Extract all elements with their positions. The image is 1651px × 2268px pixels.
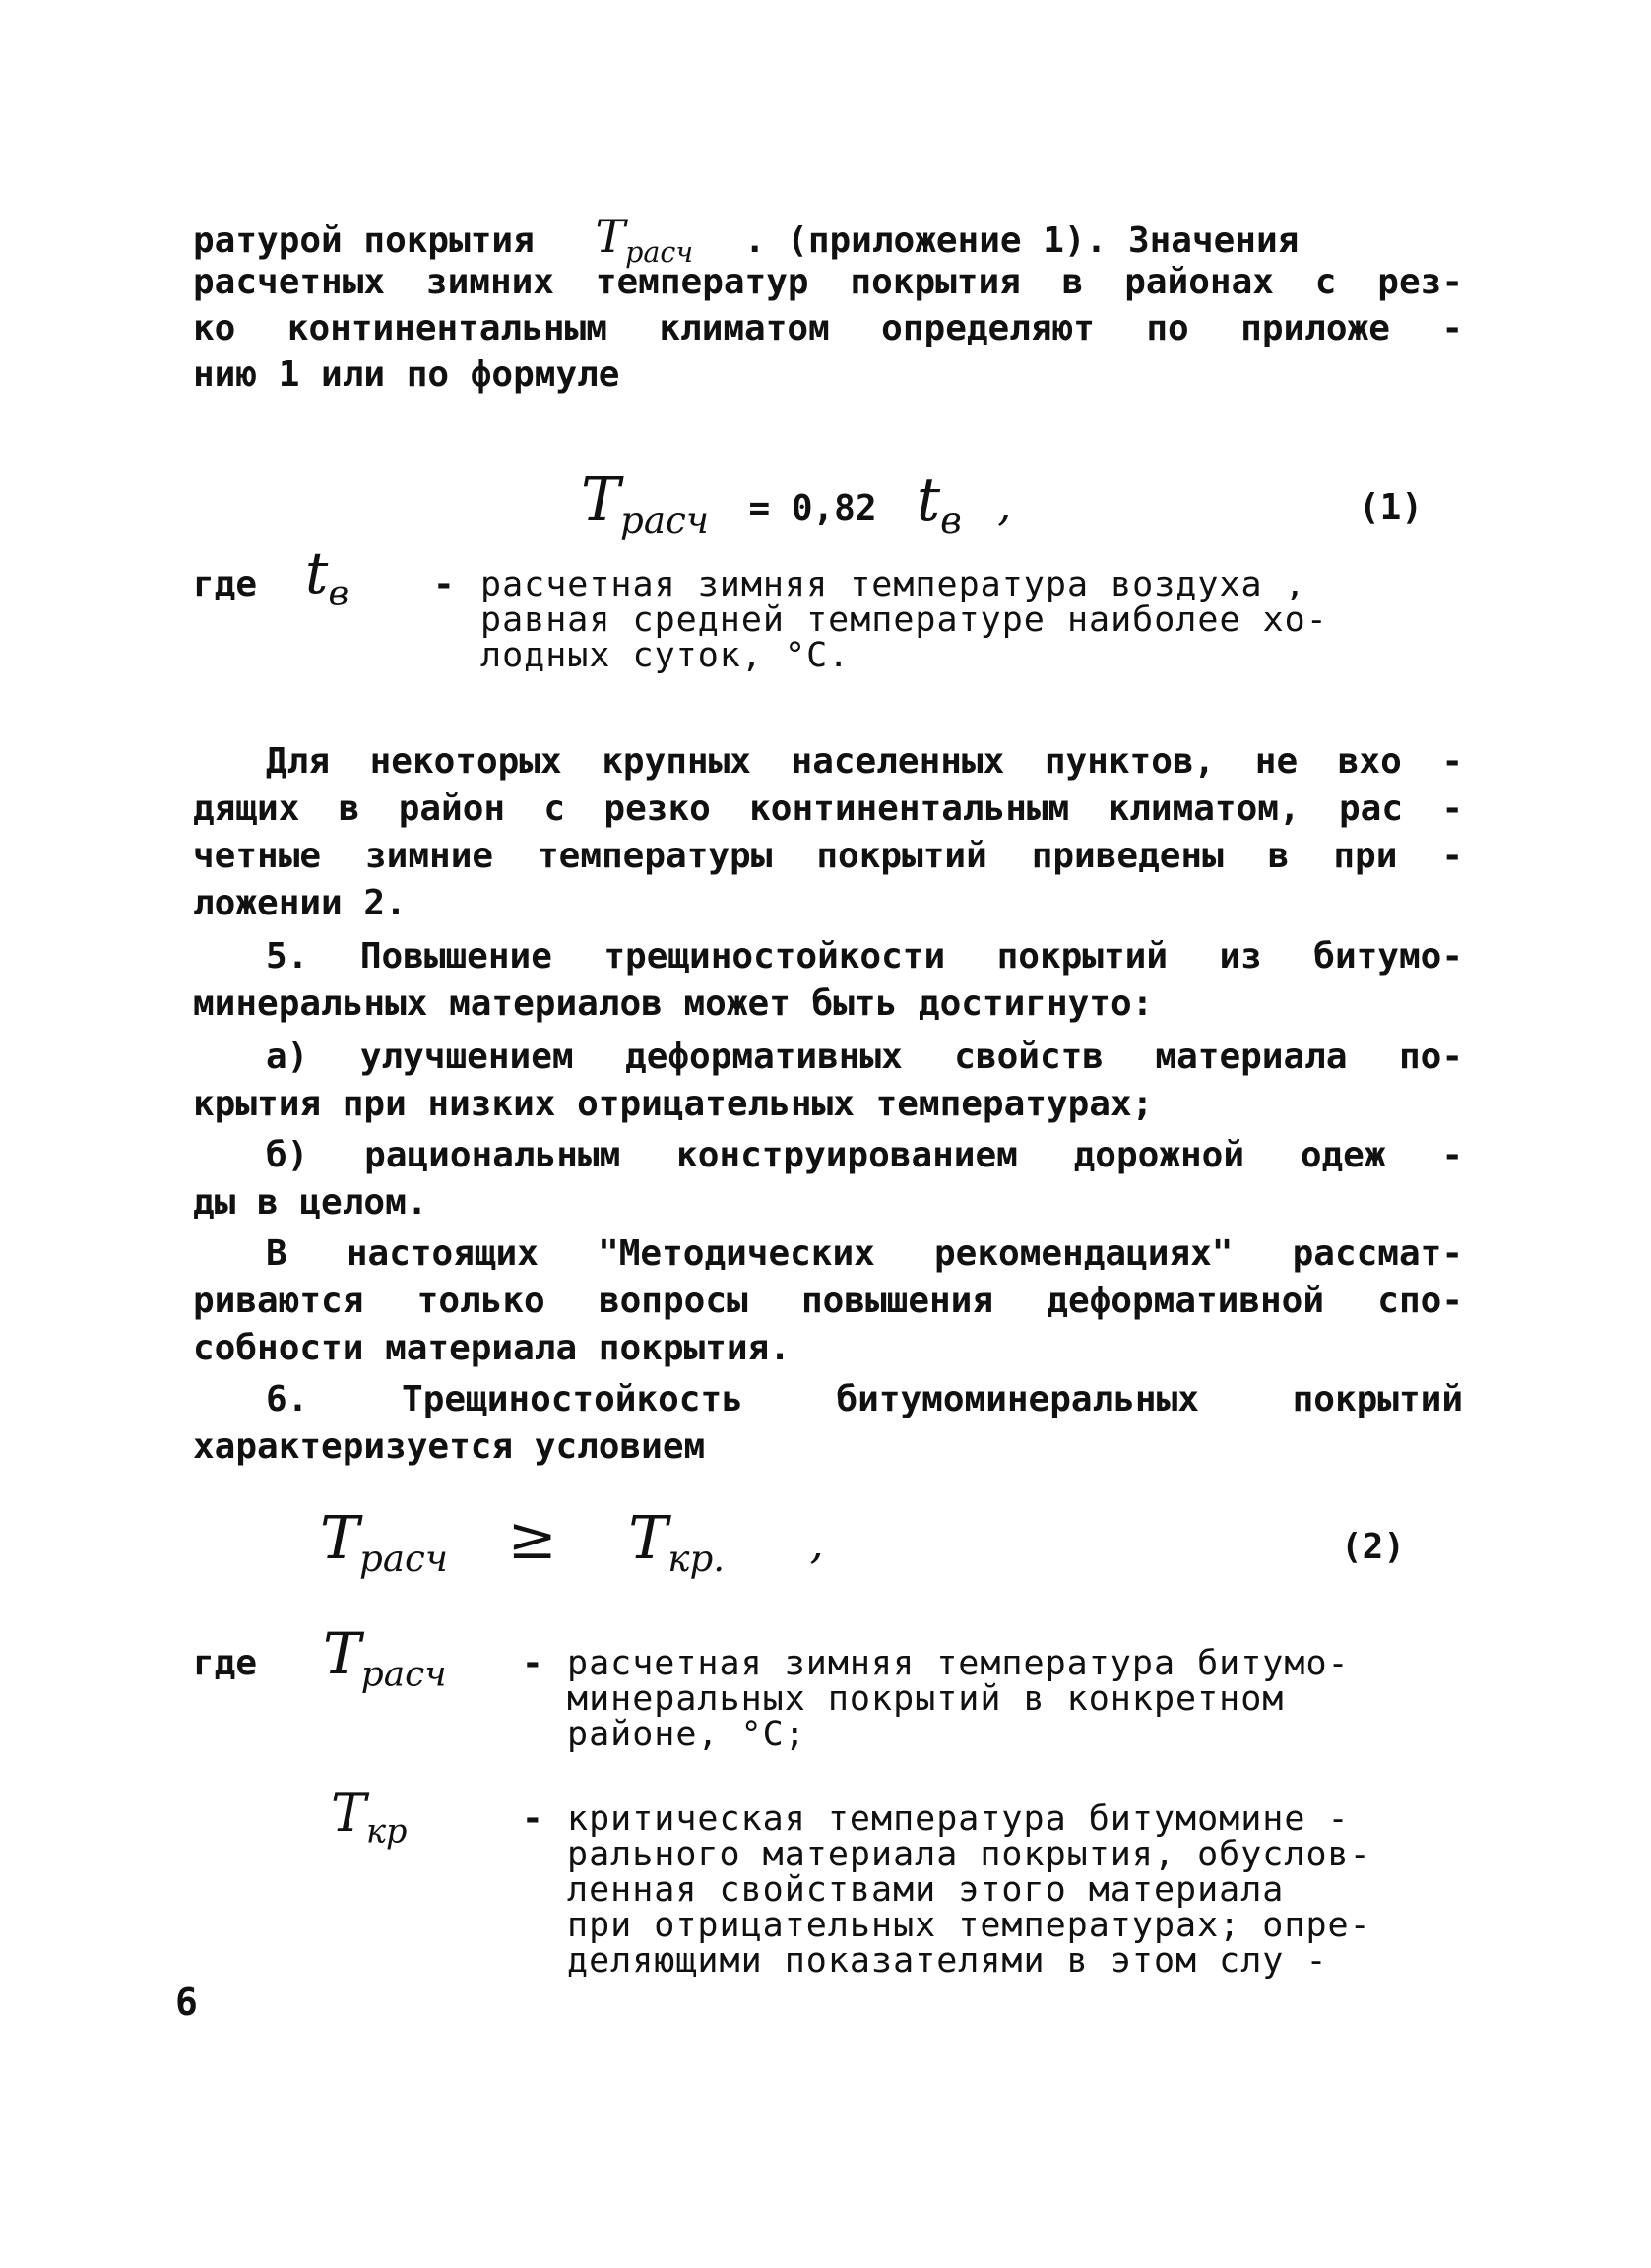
para2-line-2: минеральных материалов может быть достигнуто: bbox=[193, 983, 1154, 1024]
intro-text-b: . (приложение 1). Значения bbox=[743, 220, 1300, 261]
para5-line-1: В настоящих "Методических рекомендациях" рассмат- bbox=[266, 1233, 1463, 1274]
para6-line-2: характеризуется условием bbox=[193, 1426, 706, 1467]
para5-line-3: собности материала покрытия. bbox=[193, 1328, 791, 1368]
para1-line-4: ложении 2. bbox=[193, 883, 407, 923]
para4-line-1: б) рациональным конструированием дорожной одеж - bbox=[266, 1135, 1463, 1175]
formula-2-operator: ≥ bbox=[507, 1504, 557, 1573]
where-dash-2: - bbox=[522, 1643, 543, 1683]
t-crit-symbol: $T_{кр}$ bbox=[331, 1782, 408, 1851]
t-air-symbol: $t_в$ bbox=[305, 539, 349, 614]
formula-2 bbox=[320, 1504, 824, 1586]
para1-line-3: четные зимние температуры покрытий приведены в при - bbox=[193, 836, 1463, 876]
where-label-2: где bbox=[193, 1643, 258, 1683]
intro-line-4: нию 1 или по формуле bbox=[193, 354, 620, 395]
para5-line-2: риваются только вопросы повышения деформативной спо- bbox=[193, 1281, 1463, 1321]
intro-line-3: ко континентальным климатом определяют по приложе - bbox=[193, 308, 1463, 348]
formula-2-comma: , bbox=[809, 1519, 824, 1569]
para4-line-2: ды в целом. bbox=[193, 1182, 428, 1223]
para3-line-1: а) улучшением деформативных свойств материала по- bbox=[266, 1037, 1463, 1077]
where-label-1: где bbox=[193, 564, 258, 604]
para3-line-2: крытия при низких отрицательных температурах; bbox=[193, 1084, 1154, 1124]
t-calc-symbol: $T_{расч}$ bbox=[595, 210, 694, 269]
formula-1-lhs: $T_{расч}$ bbox=[581, 466, 709, 542]
intro-text-a: ратурой покрытия bbox=[193, 220, 535, 261]
t-air-definition: расчетная зимняя температура воздуха , равная средней температуре наиболее хо- лодных суток, °С. bbox=[480, 565, 1328, 675]
formula-2-rhs: $T_{кр.}$ bbox=[628, 1504, 726, 1581]
where-dash-1: - bbox=[433, 564, 455, 604]
equation-number-2: (2) bbox=[1341, 1527, 1406, 1567]
para6-line-1: 6. Трещиностойкость битумоминеральных покрытий bbox=[266, 1379, 1463, 1419]
t-calc-symbol-2: $T_{расч}$ bbox=[323, 1620, 447, 1695]
formula-1-var: $t_в$ bbox=[917, 466, 962, 542]
equation-number-1: (1) bbox=[1359, 487, 1424, 528]
page-number: 6 bbox=[175, 1981, 198, 2024]
intro-line-2: расчетных зимних температур покрытия в районах с рез- bbox=[193, 262, 1463, 302]
formula-1 bbox=[581, 466, 1012, 547]
para1-line-2: дящих в район с резко континентальным климатом, рас - bbox=[193, 788, 1463, 829]
para1-line-1: Для некоторых крупных населенных пунктов, не вхо - bbox=[266, 741, 1463, 782]
t-crit-definition: критическая температура битумомине - рального материала покрытия, обуслов- ленная свойствами этого материала при отрицательных температурах; опре- деляющими показателями в этом слу - bbox=[567, 1799, 1371, 1981]
para2-line-1: 5. Повышение трещиностойкости покрытий из битумо- bbox=[266, 936, 1463, 976]
formula-2-lhs: $T_{расч}$ bbox=[320, 1504, 448, 1581]
formula-1-comma: , bbox=[997, 480, 1012, 531]
t-calc-definition: расчетная зимняя температура битумо- минеральных покрытий в конкретном районе, °С; bbox=[567, 1644, 1350, 1754]
formula-1-rhs: = 0,82 bbox=[748, 488, 877, 529]
where-dash-3: - bbox=[522, 1798, 543, 1839]
